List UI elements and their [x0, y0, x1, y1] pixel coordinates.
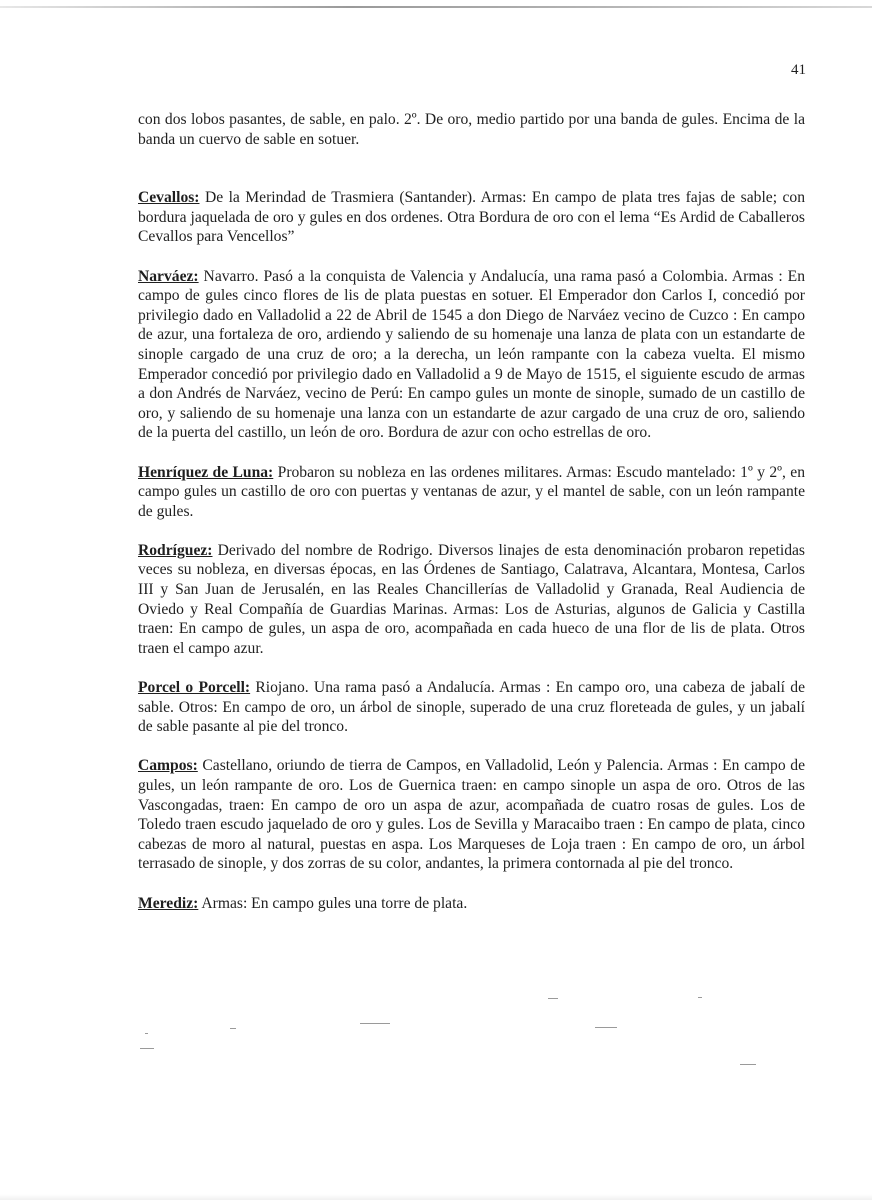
entry-text: Navarro. Pasó a la conquista de Valencia y Andalucía, una rama pasó a Colombia. Armas : En campo de gules cinco flores de lis de plata puestas en sotuer. El Emperador don Carlos I, concedió por privilegio dado en Valladolid a 22 de Abril de 1545 a don Diego de Narváez vecino de Cuzco : En campo de azur, una fortaleza de oro, ardiendo y saliendo de su homenaje una lanza de plata con un estandarte de sinople cargado de una cruz de oro; a la derecha, un león rampante con la cabeza vuelta. El mismo Emperador concedió por privilegio dado en Valladolid a 9 de Mayo de 1515, el siguiente escudo de armas a don Andrés de Narváez, vecino de Perú: En campo gules un monte de sinople, sumado de un castillo de oro, y saliendo de su homenaje una lanza con un estandarte de azur cargado de una cruz de oro, saliendo de la puerta del castillo, un león de oro. Bordura de azur con ocho estrellas de oro.: [138, 267, 805, 442]
entry-text: Riojano. Una rama pasó a Andalucía. Armas : En campo oro, una cabeza de jabalí de sable. Otros: En campo de oro, un árbol de sinople, superado de una cruz floreteada de gules, y un jabalí de sable pasante al pie del tronco.: [138, 679, 805, 736]
surname-heading: Rodríguez:: [138, 541, 213, 559]
entry-porcel: [138, 678, 805, 737]
surname-heading: Narváez:: [138, 267, 199, 285]
entry-henriquez-de-luna: [138, 463, 805, 522]
scan-speck: [698, 997, 702, 998]
entry-cevallos: [138, 188, 805, 247]
page-body: [138, 110, 805, 933]
scan-top-edge: [0, 6, 872, 8]
surname-heading: Campos:: [138, 757, 198, 775]
surname-heading: Henríquez de Luna:: [138, 463, 274, 481]
page-number: 41: [791, 62, 806, 78]
scan-speck: [140, 1048, 154, 1049]
scan-speck: [145, 1033, 148, 1034]
scan-speck: [548, 998, 558, 999]
surname-heading: Merediz:: [138, 894, 199, 912]
entry-merediz: [138, 894, 805, 914]
entry-text: De la Merindad de Trasmiera (Santander). Armas: En campo de plata tres fajas de sable; con bordura jaquelada de oro y gules en dos ordenes. Otra Bordura de oro con el lema “Es Ardid de Caballeros Cevallos para Vencellos”: [138, 189, 805, 246]
scan-speck: [595, 1027, 617, 1028]
entry-narvaez: [138, 267, 805, 443]
scan-bottom-edge: [0, 1194, 872, 1200]
scan-speck: [740, 1064, 756, 1065]
entry-text: Probaron su nobleza en las ordenes militares. Armas: Escudo mantelado: 1º y 2º, en campo gules un castillo de oro con puertas y ventanas de azur, y el mantel de sable, con un león rampante de gules.: [138, 463, 805, 520]
surname-heading: Porcel o Porcell:: [138, 679, 251, 697]
entry-text: Castellano, oriundo de tierra de Campos, en Valladolid, León y Palencia. Armas : En campo de gules, un león rampante de oro. Los de Guernica traen: en campo sinople un aspa de oro. Otros de las Vascongadas, traen: En campo de oro un aspa de azur, acompañada de cuatro rosas de gules. Los de Toledo traen escudo jaquelado de oro y gules. Los de Sevilla y Maracaibo traen : En campo de plata, cinco cabezas de moro al natural, puestas en aspa. Los Marqueses de Loja traen : En campo de oro, un árbol terrasado de sinople, y dos zorras de su color, andantes, la primera contornada al pie del tronco.: [138, 757, 805, 873]
surname-heading: Cevallos:: [138, 189, 200, 207]
entry-rodriguez: [138, 541, 805, 659]
entry-text: Derivado del nombre de Rodrigo. Diversos linajes de esta denominación probaron repetidas veces su nobleza, en diversas épocas, en las Órdenes de Santiago, Calatrava, Alcantara, Montesa, Carlos III y San Juan de Jerusalén, en las Reales Chancillerías de Valladolid y Granada, Real Audiencia de Oviedo y Real Compañía de Guardias Marinas. Armas: Los de Asturias, algunos de Galicia y Castilla traen: En campo de gules, un aspa de oro, acompañada en cada hueco de una flor de lis de plata. Otros traen el campo azur.: [138, 541, 805, 657]
entry-text: con dos lobos pasantes, de sable, en palo. 2º. De oro, medio partido por una banda de gules. Encima de la banda un cuervo de sable en sotuer.: [138, 111, 805, 148]
entry-text: Armas: En campo gules una torre de plata.: [198, 894, 468, 912]
scan-speck: [360, 1023, 390, 1024]
entry-campos: [138, 756, 805, 874]
scan-speck: [230, 1028, 236, 1029]
entry-continuation: [138, 110, 805, 149]
